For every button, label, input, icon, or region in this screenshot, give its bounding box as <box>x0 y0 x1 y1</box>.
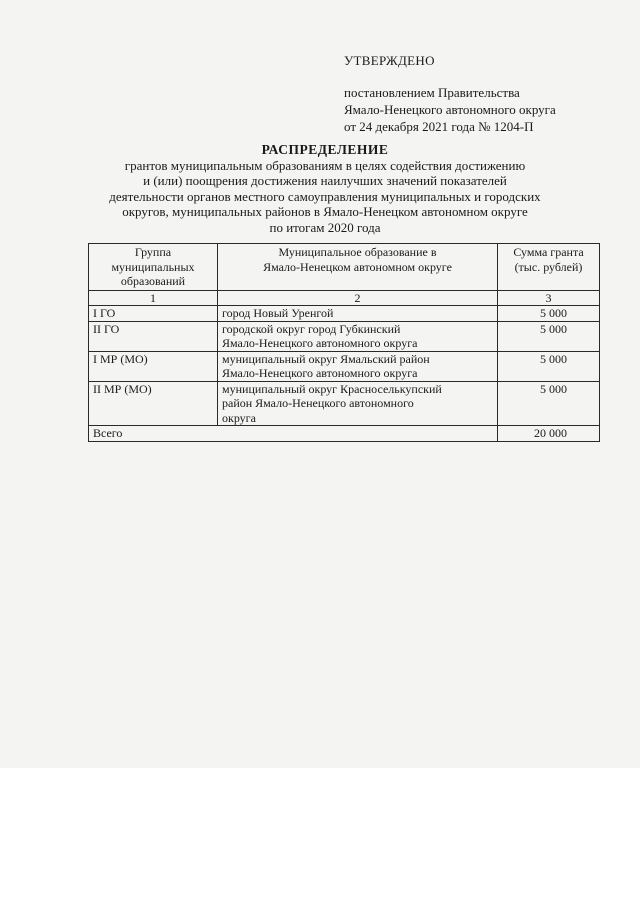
cell-group: I ГО <box>89 306 218 322</box>
column-number: 3 <box>498 290 600 306</box>
subtitle-line: по итогам 2020 года <box>269 219 381 235</box>
cell-line: район Ямало-Ненецкого автономного <box>222 396 414 410</box>
total-amount: 20 000 <box>498 426 600 442</box>
cell-group: II МР (МО) <box>89 381 218 426</box>
cell-group: II ГО <box>89 321 218 351</box>
cell-municipality <box>218 321 498 351</box>
header-line: Ямало-Ненецком автономном округе <box>263 259 452 274</box>
header-line: (тыс. рублей) <box>514 259 583 274</box>
cell-line: Ямало-Ненецкого автономного округа <box>222 366 418 380</box>
cell-municipality <box>218 306 498 322</box>
subtitle-line: и (или) поощрения достижения наилучших значений показателей <box>143 173 507 188</box>
cell-group: I МР (МО) <box>89 351 218 381</box>
cell-amount: 5 000 <box>498 381 600 426</box>
header-municipality <box>218 244 498 291</box>
cell-line: муниципальный округ Ямальский район <box>222 351 430 366</box>
table-header-row <box>89 244 600 291</box>
approval-line-3: от 24 декабря 2021 года № 1204-П <box>344 119 534 134</box>
cell-line: муниципальный округ Красноселькупский <box>222 381 442 396</box>
cell-municipality <box>218 351 498 381</box>
table-row <box>89 351 600 381</box>
header-amount <box>498 244 600 291</box>
cell-amount: 5 000 <box>498 306 600 322</box>
document-heading <box>60 142 590 235</box>
header-line: Сумма гранта <box>513 245 584 259</box>
approval-line-2: Ямало-Ненецкого автономного округа <box>344 102 556 117</box>
subtitle-line: деятельности органов местного самоуправления муниципальных и городских <box>109 188 541 204</box>
cell-municipality <box>218 381 498 426</box>
header-line: образований <box>120 274 186 288</box>
table-row <box>89 306 600 322</box>
subtitle-line: округов, муниципальных районов в Ямало-Ненецком автономном округе <box>122 204 528 219</box>
cell-line: Ямало-Ненецкого автономного округа <box>222 336 418 350</box>
header-line: Муниципальное образование в <box>278 245 437 259</box>
approval-stamp <box>344 52 614 135</box>
approval-label: УТВЕРЖДЕНО <box>344 53 435 68</box>
cell-line: город Новый Уренгой <box>222 306 334 320</box>
grants-table <box>88 243 600 442</box>
header-group <box>89 244 218 291</box>
total-label: Всего <box>89 426 498 442</box>
header-line: муниципальных <box>111 259 195 274</box>
table-row <box>89 381 600 426</box>
approval-line-1: постановлением Правительства <box>344 85 520 100</box>
cell-amount: 5 000 <box>498 351 600 381</box>
column-number-row <box>89 290 600 306</box>
subtitle-line: грантов муниципальным образованиям в целях содействия достижению <box>124 157 526 173</box>
document-title: РАСПРЕДЕЛЕНИЕ <box>261 142 389 157</box>
cell-line: городской округ город Губкинский <box>222 321 401 336</box>
column-number: 1 <box>89 290 218 306</box>
table-row <box>89 321 600 351</box>
column-number: 2 <box>218 290 498 306</box>
cell-amount: 5 000 <box>498 321 600 351</box>
total-row <box>89 426 600 442</box>
header-line: Группа <box>134 245 172 259</box>
cell-line: округа <box>222 410 256 425</box>
